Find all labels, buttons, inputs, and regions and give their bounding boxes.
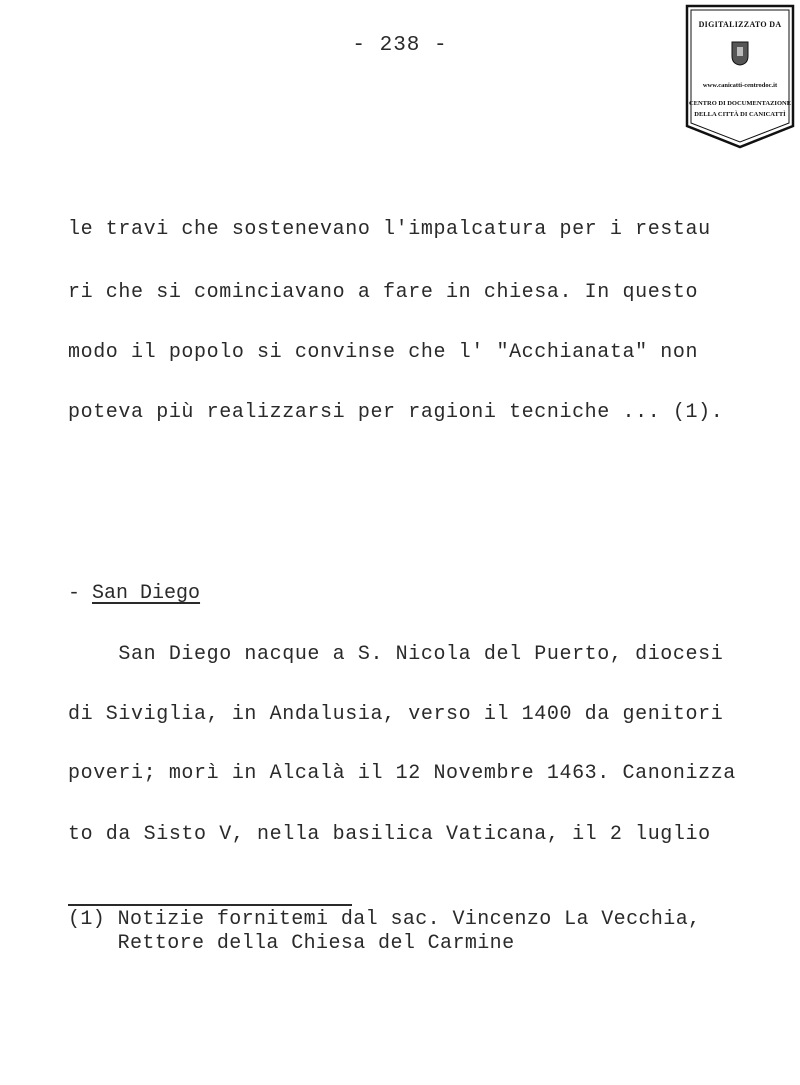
body-line: modo il popolo si convinse che l' "Acchianata" non <box>68 341 699 364</box>
body-line: ri che si cominciavano a fare in chiesa. In questo <box>68 281 699 304</box>
stamp-line1: DIGITALIZZATO DA <box>698 20 782 29</box>
section-heading <box>68 582 200 605</box>
stamp-website: www.canicatti-centrodoc.it <box>702 82 778 89</box>
body-line: San Diego nacque a S. Nicola del Puerto, diocesi <box>68 643 724 666</box>
digitization-stamp <box>683 4 797 149</box>
section-dash: - <box>68 582 93 605</box>
body-line: le travi che sostenevano l'impalcatura per i restau <box>68 218 711 241</box>
page-number: - 238 - <box>352 34 448 57</box>
stamp-line3: CENTRO DI DOCUMENTAZIONE <box>688 100 792 107</box>
footnote-line: Rettore della Chiesa del Carmine <box>68 932 515 955</box>
body-line: to da Sisto V, nella basilica Vaticana, il 2 luglio <box>68 823 711 846</box>
body-line: poveri; morì in Alcalà il 12 Novembre 1463. Canonizza <box>68 762 736 785</box>
body-line: poteva più realizzarsi per ragioni tecniche ... (1). <box>68 401 724 424</box>
stamp-line4: DELLA CITTÀ DI CANICATTÌ <box>694 111 786 118</box>
city-crest-icon <box>731 40 749 66</box>
footnote-divider <box>68 904 352 906</box>
footnote-line: (1) Notizie fornitemi dal sac. Vincenzo La Vecchia, <box>68 908 701 931</box>
section-title: San Diego <box>92 582 201 605</box>
body-line: di Siviglia, in Andalusia, verso il 1400 da genitori <box>68 703 724 726</box>
